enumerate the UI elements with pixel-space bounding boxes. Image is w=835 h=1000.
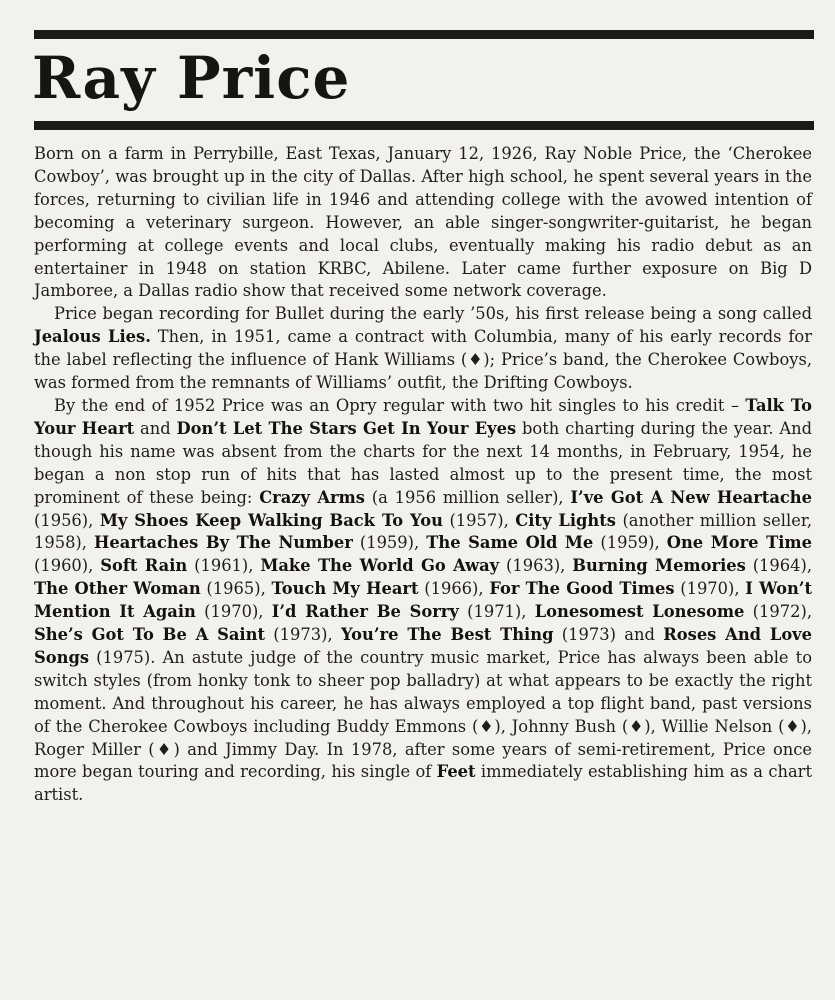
body-text: both charting during the year. And though his name was absent from the charts for the next 14 months, in February, 1954, he began a non stop run of hits that has lasted almost up to the present time, the most prominent of these being: [34,418,813,507]
song-title: Soft Rain [100,556,188,576]
body-text: (1973) and [553,625,664,645]
article-paragraph [34,395,812,807]
body-text: (another million seller, 1958), [34,510,813,553]
body-text: Born on a farm in Perrybille, East Texas, January 12, 1926, Ray Noble Price, the ‘Cherokee Cowboy’, was brought up in the city of Dallas. After high school, he spent several years in the forces, returning to civilian life in 1946 and attending college with the avowed intention of becoming a veterinary surgeon. However, an able singer-songwriter-guitarist, he began performing at college events and local clubs, eventually making his radio debut as an entertainer in 1948 on station KRBC, Abilene. Later came further exposure on Big D Jamboree, a Dallas radio show that received some network coverage. [34,144,812,301]
body-text: (1970), [674,579,746,599]
title-rule [34,121,814,130]
song-title: Lonesomest Lonesome [534,602,745,622]
song-title: For The Good Times [489,579,675,599]
song-title: Roses And Love Songs [34,625,812,667]
body-text: (1960), [34,556,101,576]
body-text: By the end of 1952 Price was an Opry regular with two hit singles to his credit – [54,395,746,415]
body-text: (1970), [195,602,272,622]
song-title: City Lights [515,510,616,530]
article-paragraph [34,303,812,395]
body-text: (a 1956 million seller), [364,487,571,507]
song-title: Jealous Lies. [34,327,151,347]
song-title: Talk To Your Heart [34,395,812,438]
song-title: She’s Got To Be A Saint [34,625,265,645]
body-text: (1957), [442,510,516,530]
song-title: Burning Memories [572,556,746,576]
song-title: Touch My Heart [271,579,419,599]
body-text: (1963), [499,556,573,576]
body-text: (1956), [34,510,100,530]
song-title: I Won’t Mention It Again [34,579,812,622]
body-text: (1965), [200,579,272,599]
song-title: One More Time [666,533,812,553]
body-text: (1971), [458,602,535,622]
song-title: The Same Old Me [426,533,594,553]
article-paragraph [34,143,812,303]
song-title: Feet [436,762,476,782]
song-title: My Shoes Keep Walking Back To You [99,510,443,530]
song-title: I’d Rather Be Sorry [271,602,459,622]
body-text: (1959), [593,533,667,553]
song-title: Don’t Let The Stars Get In Your Eyes [176,418,517,438]
song-title: You’re The Best Thing [340,625,554,645]
body-text: (1972), [744,602,812,622]
body-text: (1961), [187,556,261,576]
body-text: Then, in 1951, came a contract with Columbia, many of his early records for the label reflecting the influence of Hank Williams (♦); Price’s band, the Cherokee Cowboys, was formed from the remnants of Williams’ outfit, the Drifting Cowboys. [34,327,812,393]
top-rule [34,30,814,39]
body-text: (1973), [264,625,341,645]
song-title: Crazy Arms [259,487,365,507]
article-title: Ray Price [32,44,351,112]
body-text: (1964), [745,556,813,576]
song-title: Make The World Go Away [260,556,500,576]
body-text: and [134,418,177,438]
body-text: immediately establishing him as a chart artist. [34,762,812,805]
body-text: Price began recording for Bullet during the early ’50s, his first release being a song called [54,304,812,324]
song-title: Heartaches By The Number [94,533,353,553]
body-text: (1959), [352,533,427,553]
song-title: I’ve Got A New Heartache [570,487,812,507]
body-text: (1975). An astute judge of the country music market, Price has always been able to switch styles (from honky tonk to sheer pop balladry) at what appears to be exactly the right moment. And throughout his career, he has always employed a top flight band, past versions of the Cherokee Cowboys including Buddy Emmons (♦), Johnny Bush (♦), Willie Nelson (♦), Roger Miller (♦) and Jimmy Day. In 1978, after some years of semi-retirement, Price once more began touring and recording, his single of [34,647,812,782]
song-title: The Other Woman [34,579,201,599]
body-text: (1966), [418,579,490,599]
article-body [34,143,812,807]
